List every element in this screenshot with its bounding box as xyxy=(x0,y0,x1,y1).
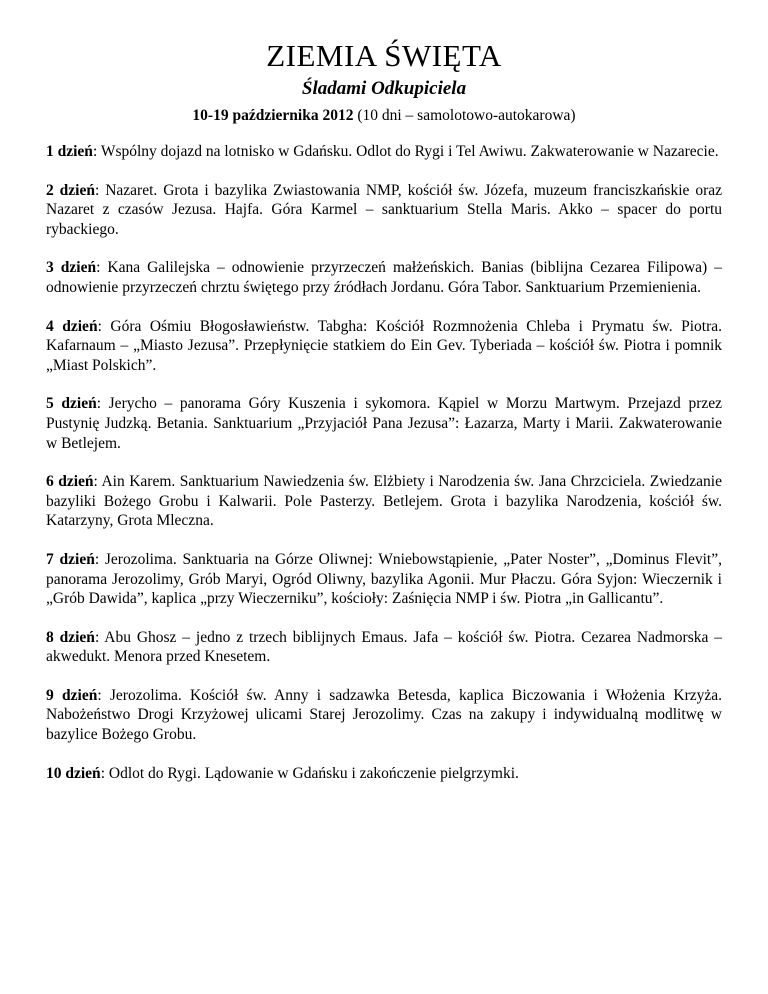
day-label: 3 dzień xyxy=(46,259,97,277)
day-text: : Jerozolima. Sanktuaria na Górze Oliwnej: Wniebowstąpienie, „Pater Noster”, „Dominus Flevit”, panorama Jerozolimy, Grób Maryi, Ogród Oliwny, bazylika Agonii. Mur Płaczu. Góra Syjon: Wieczernik i „Grób Dawida”, kaplica „przy Wieczerniku”, kościoły: Zaśnięcia NMP i św. Piotra „in Gallicantu”. xyxy=(46,550,722,608)
day-text: : Nazaret. Grota i bazylika Zwiastowania NMP, kościół św. Józefa, muzeum franciszkańskie oraz Nazaret z czasów Jezusa. Hajfa. Góra Karmel – sanktuarium Stella Maris. Akko – spacer do portu rybackiego. xyxy=(46,181,722,238)
day-label: 5 dzień xyxy=(46,395,97,413)
day-text: : Abu Ghosz – jedno z trzech biblijnych Emaus. Jafa – kościół św. Piotra. Cezarea Nadmorska – akwedukt. Menora przed Knesetem. xyxy=(46,628,722,666)
itinerary-day-8 xyxy=(46,628,722,667)
itinerary-day-4 xyxy=(46,317,722,376)
day-text: : Góra Ośmiu Błogosławieństw. Tabgha: Kościół Rozmnożenia Chleba i Prymatu św. Piotra. Kafarnaum – „Miasto Jezusa”. Przepłynięcie statkiem do Ein Gev. Tyberiada – kościół św. Piotra i pomnik „Miast Polskich”. xyxy=(46,317,722,374)
itinerary-day-7 xyxy=(46,550,722,609)
day-text: : Ain Karem. Sanktuarium Nawiedzenia św. Elżbiety i Narodzenia św. Jana Chrzciciela. Zwiedzanie bazyliki Bożego Grobu i Kalwarii. Pole Pasterzy. Betlejem. Grota i bazylika Narodzenia, kościół św. Katarzyny, Grota Mleczna. xyxy=(46,473,722,530)
day-label: 9 dzień xyxy=(46,686,98,704)
day-text: : Jerycho – panorama Góry Kuszenia i sykomora. Kąpiel w Morzu Martwym. Przejazd przez Pustynię Judzką. Betania. Sanktuarium „Przyjaciół Pana Jezusa”: Łazarza, Marty i Marii. Zakwaterowanie w Betlejem. xyxy=(46,395,722,452)
day-text: : Odlot do Rygi. Lądowanie w Gdańsku i zakończenie pielgrzymki. xyxy=(100,764,519,782)
day-label: 6 dzień xyxy=(46,473,94,491)
day-text: : Kana Galilejska – odnowienie przyrzeczeń małżeńskich. Banias (biblijna Cezarea Filipowa) – odnowienie przyrzeczeń chrztu świętego przy źródłach Jordanu. Góra Tabor. Sanktuarium Przemienienia. xyxy=(46,259,722,296)
itinerary-day-6 xyxy=(46,472,722,531)
itinerary-day-1 xyxy=(46,142,722,162)
day-text: : Jerozolima. Kościół św. Anny i sadzawka Betesda, kaplica Biczowania i Włożenia Krzyża. Nabożeństwo Drogi Krzyżowej ulicami Starej Jerozolimy. Czas na zakupy i indywidualną modlitwę w bazylice Bożego Grobu. xyxy=(46,686,722,744)
itinerary-day-5 xyxy=(46,394,722,453)
trip-dates-range: 10-19 października 2012 xyxy=(192,107,354,124)
itinerary-day-2 xyxy=(46,181,722,240)
page-subtitle: Śladami Odkupiciela xyxy=(301,78,467,99)
trip-dates-info: (10 dni – samolotowo-autokarowa) xyxy=(353,107,576,124)
itinerary-day-9 xyxy=(46,686,722,745)
itinerary xyxy=(46,142,722,783)
trip-dates xyxy=(46,106,722,126)
day-label: 1 dzień xyxy=(46,143,93,160)
day-label: 7 dzień xyxy=(46,550,95,568)
day-label: 8 dzień xyxy=(46,628,95,646)
day-label: 4 dzień xyxy=(46,317,98,335)
page-title: ZIEMIA ŚWIĘTA xyxy=(266,38,502,73)
day-label: 10 dzień xyxy=(46,764,101,782)
day-text: : Wspólny dojazd na lotnisko w Gdańsku. Odlot do Rygi i Tel Awiwu. Zakwaterowanie w Nazarecie. xyxy=(92,143,719,160)
itinerary-day-3 xyxy=(46,258,722,297)
day-label: 2 dzień xyxy=(46,181,95,199)
itinerary-day-10 xyxy=(46,764,722,784)
